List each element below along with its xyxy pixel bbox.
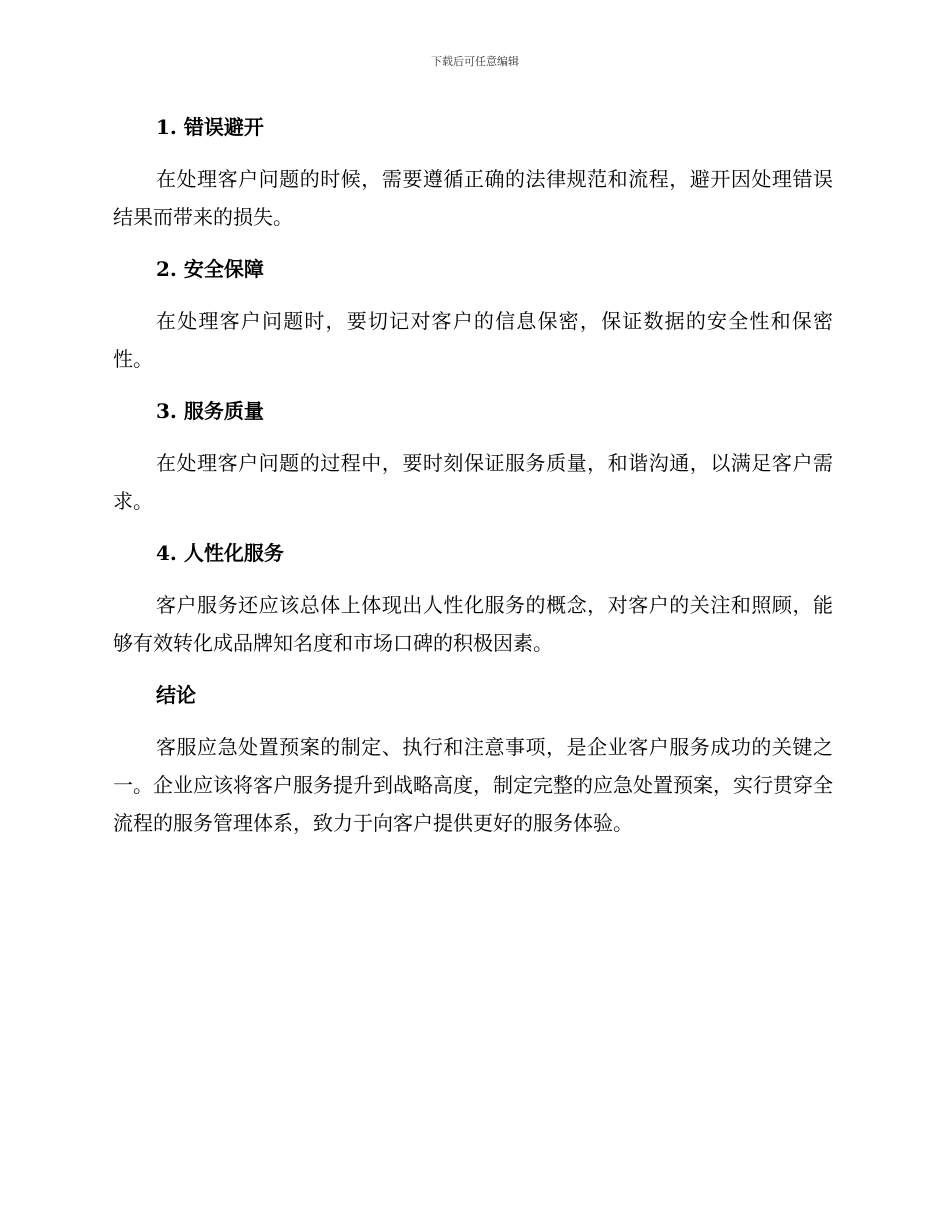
section-conclusion	[113, 676, 833, 842]
section-heading: 3. 服务质量	[156, 399, 264, 423]
section-heading: 1. 错误避开	[156, 115, 264, 139]
section-error-avoidance	[113, 108, 833, 236]
section-security	[113, 250, 833, 378]
section-paragraph: 在处理客户问题的时候，需要遵循正确的法律规范和流程，避开因处理错误结果而带来的损失。	[113, 167, 833, 229]
section-service-quality	[113, 392, 833, 520]
document-body	[113, 108, 833, 856]
section-paragraph: 在处理客户问题时，要切记对客户的信息保密，保证数据的安全性和保密性。	[113, 309, 833, 371]
page-header-note: 下载后可任意编辑	[431, 55, 519, 68]
section-paragraph: 客服应急处置预案的制定、执行和注意事项，是企业客户服务成功的关键之一。企业应该将客户服务提升到战略高度，制定完整的应急处置预案，实行贯穿全流程的服务管理体系，致力于向客户提供更好的服务体验。	[113, 735, 833, 835]
section-heading: 结论	[156, 683, 196, 707]
section-heading: 2. 安全保障	[156, 257, 264, 281]
section-heading: 4. 人性化服务	[156, 541, 284, 565]
section-paragraph: 客户服务还应该总体上体现出人性化服务的概念，对客户的关注和照顾，能够有效转化成品牌知名度和市场口碑的积极因素。	[113, 593, 833, 655]
section-paragraph: 在处理客户问题的过程中，要时刻保证服务质量，和谐沟通，以满足客户需求。	[113, 451, 833, 513]
section-humanized-service	[113, 534, 833, 662]
